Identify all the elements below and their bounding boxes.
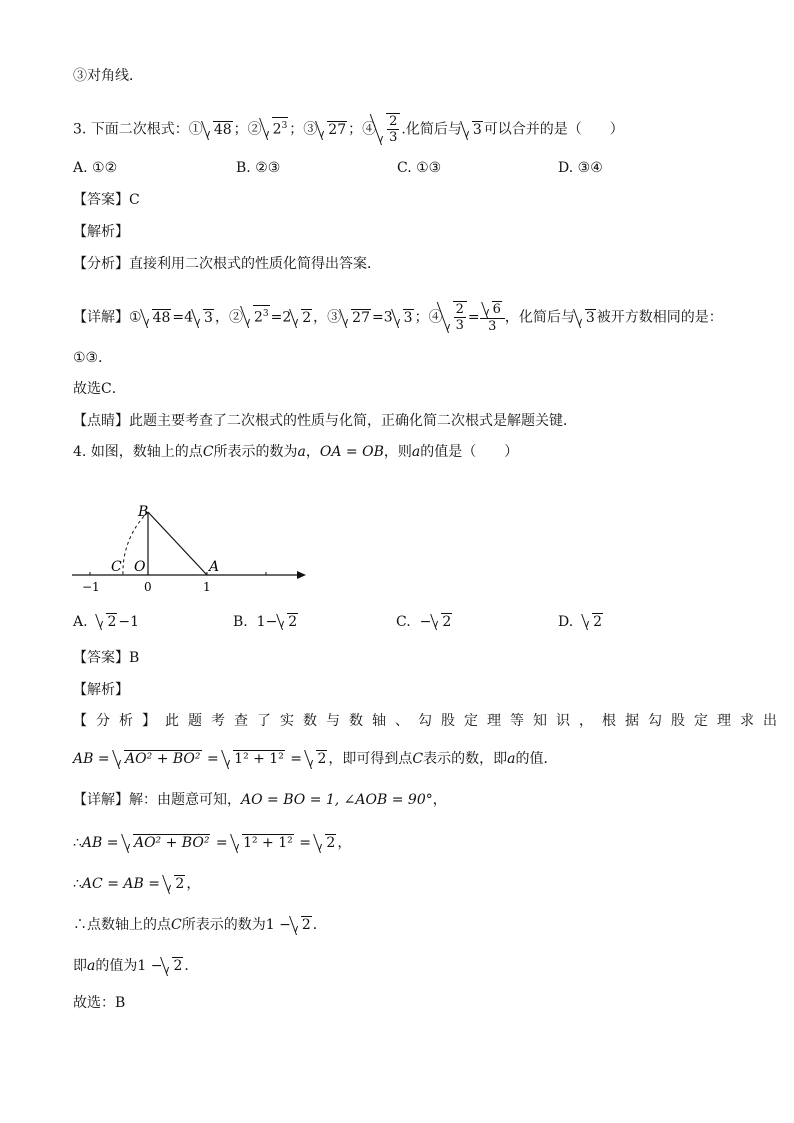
analysis-heading: 【解析】 — [73, 682, 129, 698]
previous-item-line: ③对角线． — [73, 68, 143, 84]
circled-num: ② — [247, 121, 262, 138]
answer-line: 【答案】B — [73, 650, 140, 666]
tick-label-m1: −1 — [82, 580, 100, 594]
analysis-heading: 【解析】 — [73, 224, 129, 240]
step-1: ∴AB = AO² + BO² = 1² + 1² = 2 ， — [73, 835, 352, 851]
circled-num: ④ — [362, 121, 377, 138]
separator: ； — [233, 121, 248, 138]
number-line-figure — [68, 498, 313, 598]
label-c: C — [111, 559, 122, 575]
option-d[interactable]: D. 2 — [558, 614, 603, 630]
detail-line-2: ①③． — [73, 350, 113, 366]
radical: 27 — [318, 120, 347, 140]
choose-line: 故选：B — [73, 995, 126, 1011]
fenxi-line: 【分析】直接利用二次根式的性质化简得出答案． — [73, 256, 381, 272]
radical: $2^3$ — [263, 117, 289, 140]
step-4: 即a的值为1 − 2 ． — [73, 958, 199, 974]
stem-text: 可以合并的是（ ） — [483, 121, 624, 138]
choose-line: 故选C． — [73, 381, 126, 397]
option-b[interactable]: B. 1− 2 — [233, 614, 298, 630]
label-o: O — [134, 559, 146, 575]
fenxi-line: 【分析】此题考查了实数与数轴、勾股定理等知识，根据勾股定理求出 — [73, 713, 786, 729]
question-3-stem — [73, 113, 624, 145]
answer-line: 【答案】C — [73, 192, 140, 208]
axis-arrow-icon — [297, 571, 306, 579]
option-c[interactable]: C. ①③ — [397, 160, 442, 176]
question-number: 3. — [73, 121, 87, 138]
detail-line: 【详解】解：由题意可知，AO = BO = 1, ∠AOB = 90°， — [73, 792, 447, 808]
option-c[interactable]: C. − 2 — [396, 614, 452, 630]
option-a[interactable]: A. 2 −1 — [73, 614, 140, 630]
option-d[interactable]: D. ③④ — [558, 160, 603, 176]
stem-text: 下面二次根式：① — [90, 121, 203, 138]
separator: ； — [348, 121, 363, 138]
fenxi-line-2: AB = AO² + BO² = 1² + 1² = 2 ，即可得到点C表示的数，即a的值． — [73, 751, 558, 767]
radical: 48 — [204, 120, 233, 140]
radical: 3 — [463, 120, 483, 140]
question-4-stem: 4. 如图，数轴上的点C所表示的数为a，OA = OB，则a的值是（ ） — [73, 444, 519, 460]
tick-label-0: 0 — [144, 580, 152, 594]
option-a[interactable]: A. ①② — [73, 160, 118, 176]
separator: ； — [289, 121, 304, 138]
detail-line: 【详解】① 48 =4 3 ，② $2^3 =2$ 2 ，③ 27 =3 3 ；④ $\frac{2}{3}$ = $\frac{6}{3}$ ，化简后与 3 被开方数相同的是： — [73, 302, 723, 334]
comment-line: 【点睛】此题主要考查了二次根式的性质与化简，正确化简二次根式是解题关键． — [73, 413, 577, 429]
label-a: A — [209, 559, 220, 575]
tick-label-1: 1 — [203, 580, 211, 594]
step-2: ∴AC = AB = 2 ， — [73, 876, 201, 892]
label-b: B — [138, 504, 149, 520]
option-b[interactable]: B. ②③ — [236, 160, 281, 176]
stem-text: .化简后与 — [401, 121, 462, 138]
segment-ab — [148, 512, 207, 575]
circled-num: ③ — [303, 121, 318, 138]
question-number: 4. — [73, 444, 87, 460]
radical-fraction: $\frac{2}{3}$ — [377, 113, 400, 145]
step-3: ∴点数轴上的点C所表示的数为1 − 2 ． — [73, 917, 327, 933]
